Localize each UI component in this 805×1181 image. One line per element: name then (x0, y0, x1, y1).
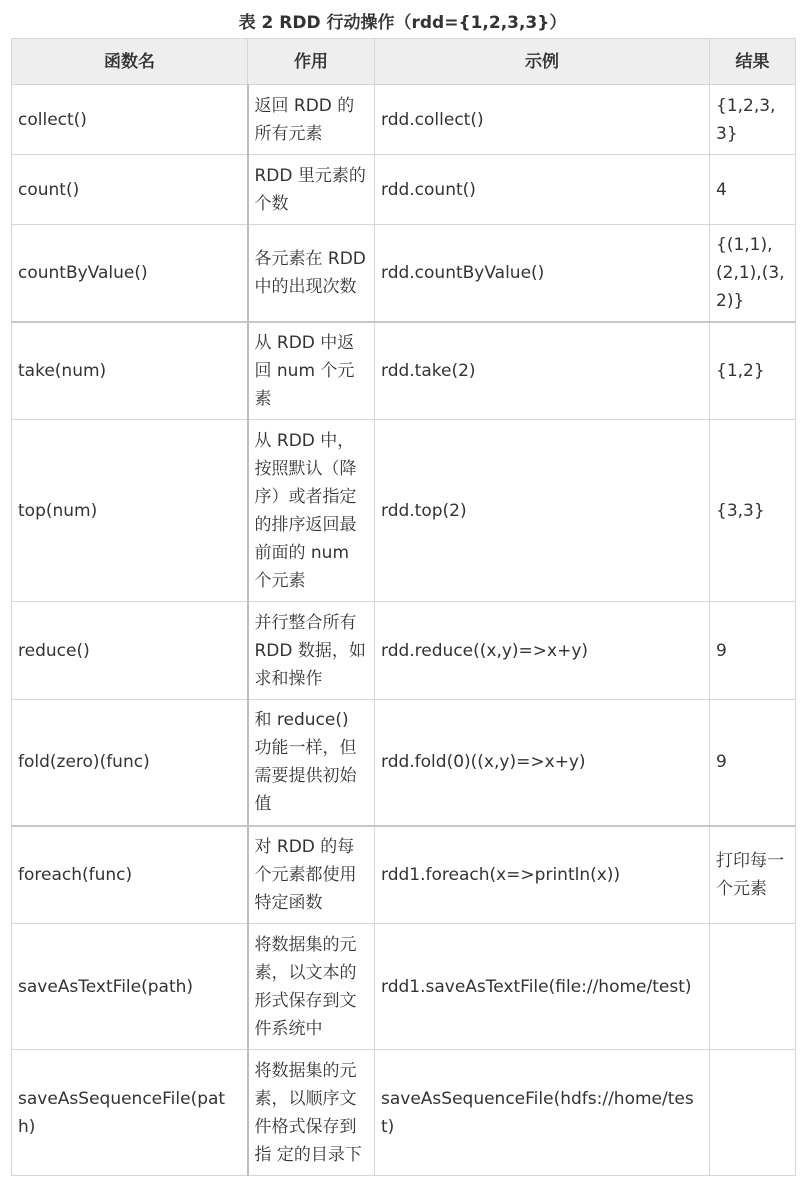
cell-result: {3,3} (710, 420, 796, 602)
cell-function: count() (12, 155, 248, 225)
cell-function: saveAsSequenceFile(path) (12, 1050, 248, 1176)
cell-purpose: 从 RDD 中返回 num 个元素 (248, 322, 375, 420)
table-row (12, 826, 796, 924)
cell-purpose: RDD 里元素的个数 (248, 155, 375, 225)
cell-example: rdd.collect() (375, 85, 710, 155)
cell-example: rdd.fold(0)((x,y)=>x+y) (375, 700, 710, 826)
cell-example: saveAsSequenceFile(hdfs://home/test) (375, 1050, 710, 1176)
cell-purpose: 从 RDD 中，按照默认（降序）或者指定的排序返回最前面的 num 个元素 (248, 420, 375, 602)
cell-function: top(num) (12, 420, 248, 602)
header-result: 结果 (710, 39, 796, 85)
cell-purpose: 返回 RDD 的所有元素 (248, 85, 375, 155)
header-row (12, 39, 796, 85)
cell-result: {1,2} (710, 322, 796, 420)
table-row (12, 924, 796, 1050)
header-example: 示例 (375, 39, 710, 85)
cell-purpose: 和 reduce() 功能一样，但需要提供初始值 (248, 700, 375, 826)
cell-result: {1,2,3,3} (710, 85, 796, 155)
cell-result: 打印每一个元素 (710, 826, 796, 924)
cell-example: rdd.reduce((x,y)=>x+y) (375, 602, 710, 700)
cell-purpose: 将数据集的元素，以文本的形式保存到文件系统中 (248, 924, 375, 1050)
cell-purpose: 将数据集的元素，以顺序文件格式保存到指 定的目录下 (248, 1050, 375, 1176)
cell-example: rdd.take(2) (375, 322, 710, 420)
cell-example: rdd1.saveAsTextFile(file://home/test) (375, 924, 710, 1050)
cell-function: take(num) (12, 322, 248, 420)
cell-example: rdd.count() (375, 155, 710, 225)
cell-result: 9 (710, 700, 796, 826)
header-purpose: 作用 (248, 39, 375, 85)
table-row (12, 420, 796, 602)
cell-example: rdd.countByValue() (375, 225, 710, 322)
cell-result: 4 (710, 155, 796, 225)
cell-result: 9 (710, 602, 796, 700)
cell-function: reduce() (12, 602, 248, 700)
cell-function: fold(zero)(func) (12, 700, 248, 826)
cell-purpose: 并行整合所有 RDD 数据，如求和操作 (248, 602, 375, 700)
table-row (12, 1050, 796, 1176)
header-function: 函数名 (12, 39, 248, 85)
cell-function: countByValue() (12, 225, 248, 322)
table-row (12, 85, 796, 155)
cell-example: rdd.top(2) (375, 420, 710, 602)
cell-function: foreach(func) (12, 826, 248, 924)
cell-result (710, 1050, 796, 1176)
table-row (12, 602, 796, 700)
table-row (12, 322, 796, 420)
rdd-actions-table (11, 38, 796, 1176)
cell-purpose: 各元素在 RDD 中的出现次数 (248, 225, 375, 322)
cell-function: saveAsTextFile(path) (12, 924, 248, 1050)
cell-result: {(1,1),(2,1),(3,2)} (710, 225, 796, 322)
table-row (12, 155, 796, 225)
table-caption: 表 2 RDD 行动操作（rdd={1,2,3,3}） (238, 13, 567, 33)
cell-function: collect() (12, 85, 248, 155)
table-row (12, 225, 796, 322)
cell-result (710, 924, 796, 1050)
cell-purpose: 对 RDD 的每个元素都使用特定函数 (248, 826, 375, 924)
cell-example: rdd1.foreach(x=>println(x)) (375, 826, 710, 924)
table-row (12, 700, 796, 826)
